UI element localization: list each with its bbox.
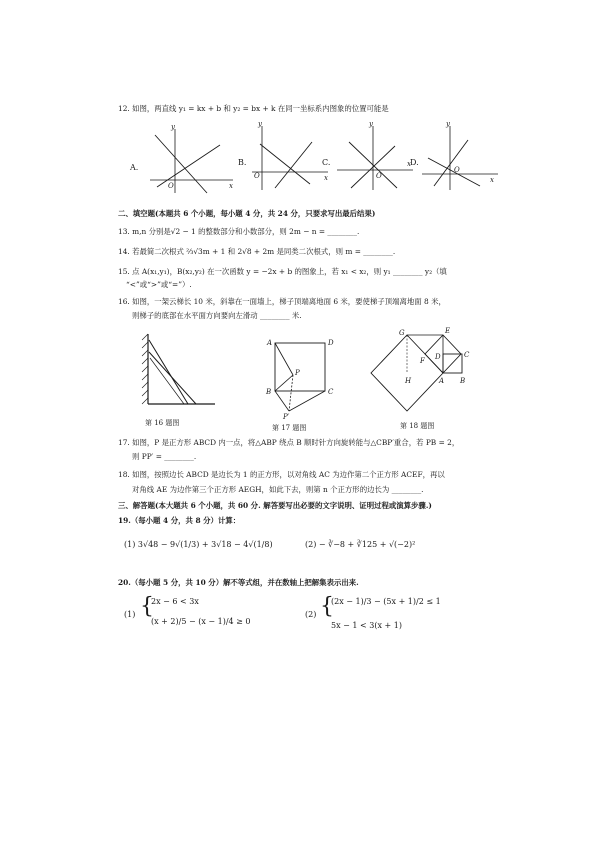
q19-part2: (2) − ∛−8 + ∛125 + √(−2)² (305, 540, 416, 549)
axis-x-label: x (229, 182, 233, 190)
axis-y-label: y (258, 120, 262, 128)
q20-part1-eq1: 2x − 6 < 3x (151, 597, 199, 606)
label-d: D (328, 339, 334, 347)
figure-18-caption: 第 18 题图 (400, 422, 435, 430)
line-y1 (260, 144, 310, 184)
ladder-position-2 (149, 352, 196, 404)
q18-line1: 18. 如图，按照边长 ABCD 是边长为 1 的正方形，以对角线 AC 为边作第二个正方形 ACEF，再以 (118, 470, 445, 479)
origin-label: O (454, 166, 460, 174)
q12-graph-b (250, 122, 330, 192)
q20-part1-brace: { (140, 594, 154, 619)
q12-graph-d (420, 122, 500, 192)
figure-16-caption: 第 16 题图 (145, 419, 180, 427)
q20-part2-label: (2) (305, 610, 317, 619)
q12-graph-a (145, 125, 235, 195)
q20-part1-eq2: (x + 2)/5 − (x − 1)/4 ≥ 0 (151, 617, 251, 626)
origin-label: O (376, 172, 382, 180)
q20-part1-label: (1) (124, 610, 136, 619)
label-d: D (435, 353, 441, 361)
line-y2 (434, 140, 468, 186)
figure-16-ladder (140, 332, 220, 407)
axis-y-label: y (171, 123, 175, 131)
label-a: A (439, 377, 445, 385)
line-y2 (157, 145, 220, 187)
q14-text: 14. 若最简二次根式 ²⁄₃√3m + 1 和 2√8 + 2m 是同类二次根式，则 m = ________. (118, 247, 396, 256)
label-p-prime: P′ (283, 413, 290, 421)
label-b: B (266, 388, 272, 396)
line-y1 (155, 135, 207, 193)
label-e: E (445, 327, 451, 335)
figure-17-caption: 第 17 题图 (272, 424, 307, 432)
axis-x-label: x (407, 160, 411, 168)
axis-y-label: y (446, 120, 450, 128)
label-b: B (460, 377, 466, 385)
q12-option-a-label: A. (130, 163, 139, 172)
axis-y-label: y (369, 120, 373, 128)
figure-18-squares (365, 325, 485, 420)
label-h: H (405, 377, 412, 385)
q12-graph-c (335, 122, 415, 192)
axis-x-label: x (490, 176, 494, 184)
figure-17-square (263, 335, 343, 425)
q19-stem: 19.（每小题 4 分，共 8 分）计算： (118, 516, 241, 525)
q17-line1: 17. 如图，P 是正方形 ABCD 内一点，将△ABP 绕点 B 顺时针方向旋转能与△CBP′重合，若 PB = 2， (118, 438, 460, 447)
q17-line2: 则 PP′ = ________. (132, 452, 197, 461)
q13-text: 13. m,n 分别是√2 − 1 的整数部分和小数部分，则 2m − n = ________. (118, 227, 360, 236)
q16-line2: 则梯子的底部在水平面方向要向左滑动 ________ 米. (132, 311, 302, 320)
segment-bp-prime (275, 391, 289, 411)
section2-header: 二、填空题(本题共 6 个小题，每小题 4 分，共 24 分，只要求写出最后结果) (118, 209, 376, 218)
segment-ap (275, 343, 293, 375)
q18-line2: 对角线 AE 为边作第三个正方形 AEGH，如此下去，则第 n 个正方形的边长为 ________. (132, 485, 424, 494)
ladder-rail (150, 358, 184, 404)
q20-part2-brace: { (320, 594, 334, 619)
segment-pp-prime (289, 375, 293, 411)
q12-stem: 12. 如图，两直线 y₁ = kx + b 和 y₂ = bx + k 在同一坐标系内图象的位置可能是 (118, 104, 389, 113)
q15-line1: 15. 点 A(x₁,y₁)，B(x₂,y₂) 在一次函数 y = −2x + b 的图象上，若 x₁ < x₂，则 y₁ ________ y₂（填 (118, 267, 447, 276)
q15-line2: “<”或“>”或“=”）. (126, 280, 192, 289)
ladder-position-1 (149, 340, 188, 404)
origin-label: O (168, 182, 174, 190)
origin-label: O (254, 172, 260, 180)
wall-hatching (142, 334, 148, 404)
label-g: G (399, 329, 405, 337)
label-a: A (267, 339, 273, 347)
segment-cp-prime (289, 391, 325, 411)
axis-x-label: x (324, 174, 328, 182)
section3-header: 三、解答题(本大题共 6 个小题，共 60 分. 解答要写出必要的文字说明、证明过程或演算步骤.) (118, 501, 432, 510)
q12-option-c-label: C. (322, 158, 331, 167)
label-p: P (295, 369, 300, 377)
label-c: C (328, 388, 334, 396)
q16-line1: 16. 如图，一架云梯长 10 米，斜靠在一面墙上，梯子顶端离地面 6 米，要使梯子顶端离地面 8 米， (118, 297, 446, 306)
segment-bp (275, 375, 293, 391)
q12-option-d-label: D. (410, 158, 419, 167)
q19-part1: (1) 3√48 − 9√(1/3) + 3√18 − 4√(1/8) (124, 540, 273, 549)
label-f: F (420, 357, 425, 365)
q12-option-b-label: B. (238, 158, 247, 167)
q20-stem: 20.（每小题 5 分，共 10 分）解不等式组，并在数轴上把解集表示出来. (118, 578, 359, 587)
label-c: C (464, 351, 470, 359)
q20-part2-eq2: 5x − 1 < 3(x + 1) (331, 621, 402, 630)
q20-part2-eq1: (2x − 1)/3 − (5x + 1)/2 ≤ 1 (331, 597, 441, 606)
